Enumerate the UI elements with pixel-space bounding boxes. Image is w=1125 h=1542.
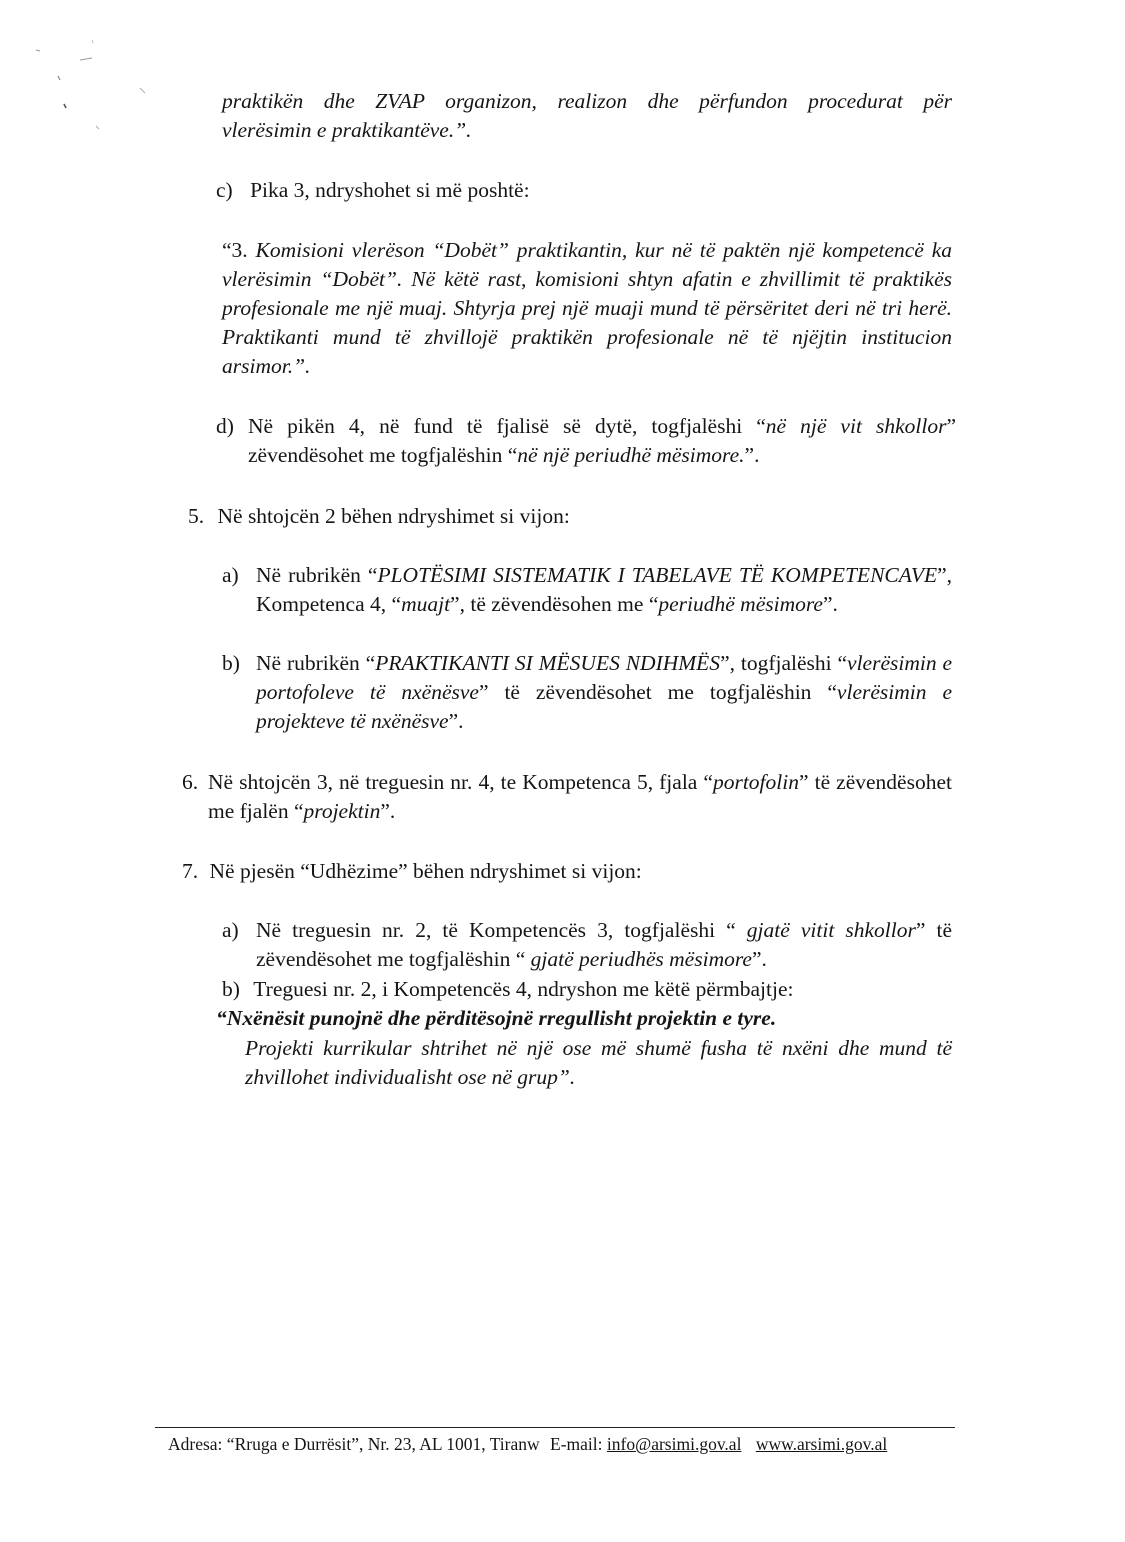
item-c-label: c) — [216, 178, 233, 202]
section-7-item-b-label: b) — [222, 977, 240, 1001]
s5a-text-3: ”, të zëvendësohen me “ — [450, 592, 659, 616]
s5a-text-1: Në rubrikën “ — [256, 563, 378, 587]
footer-website-link[interactable]: www.arsimi.gov.al — [755, 1434, 888, 1454]
section-7-item-b-text: Treguesi nr. 2, i Kompetencës 4, ndryshon me këtë përmbajtje: — [253, 977, 794, 1001]
s6-italic-2: projektin — [303, 799, 381, 823]
s5b-text-2: ”, togfjalëshi “ — [720, 651, 848, 675]
footer-email-link[interactable]: info@arsimi.gov.al — [606, 1434, 742, 1454]
intro-line-1: praktikën dhe ZVAP organizon, realizon dhe përfundon procedurat për — [222, 89, 952, 113]
section-5-item-a-label: a) — [222, 563, 239, 587]
item-d-italic-1: në një vit shkollor — [765, 414, 947, 438]
section-5-item-a-text — [256, 561, 952, 619]
section-5-item-b — [222, 649, 952, 736]
section-5-item-a — [222, 561, 952, 619]
s5a-italic-3: periudhë mësimore — [658, 592, 823, 616]
s7a-italic-2: gjatë periudhës mësimore — [530, 947, 752, 971]
s6-text-2: ” të zëvendësohet me fjalën “ — [208, 770, 952, 823]
s5a-text-4: ”. — [822, 592, 838, 616]
section-5-item-b-text — [256, 649, 952, 736]
item-d-text-3: ”. — [744, 443, 760, 467]
s6-text-3: ”. — [380, 799, 396, 823]
intro-paragraph — [222, 87, 952, 145]
section-7-item-a — [222, 916, 952, 974]
footer — [168, 1433, 887, 1455]
section-6 — [182, 768, 952, 826]
section-5-item-b-label: b) — [222, 651, 240, 675]
section-7-text: Në pjesën “Udhëzime” bëhen ndryshimet si vijon: — [209, 859, 642, 883]
item-c — [216, 176, 956, 205]
s7a-text-1: Në treguesin nr. 2, të Kompetencës 3, togfjalëshi “ — [256, 918, 747, 942]
s5b-text-4: ”. — [448, 709, 464, 733]
item-d-text — [248, 412, 956, 470]
s5b-text-3: ” të zëvendësohet me togfjalëshin “ — [478, 680, 837, 704]
scan-specks — [0, 0, 200, 200]
section-5-text: Në shtojcën 2 bëhen ndryshimet si vijon: — [217, 504, 570, 528]
s5b-italic-3: vlerësimin e projekteve të nxënësve — [256, 680, 952, 733]
s5a-text-2: ”, Kompetenca 4, “ — [256, 563, 953, 616]
item-d-text-1: Në pikën 4, në fund të fjalisë së dytë, togfjalëshi “ — [248, 414, 766, 438]
footer-divider — [155, 1427, 955, 1428]
s6-text-1: Në shtojcën 3, në treguesin nr. 4, te Kompetenca 5, fjala “ — [208, 770, 713, 794]
item-c-text: Pika 3, ndryshohet si më poshtë: — [250, 178, 530, 202]
footer-email-label: E-mail: — [550, 1434, 603, 1454]
s7a-text-3: ”. — [751, 947, 767, 971]
s7a-text-2: ” të zëvendësohet me togfjalëshin “ — [256, 918, 952, 971]
section-5-number: 5. — [188, 504, 205, 528]
s5b-italic-1: PRAKTIKANTI SI MËSUES NDIHMËS — [375, 651, 721, 675]
quote-point-3 — [222, 236, 952, 381]
section-6-number: 6. — [182, 770, 199, 794]
section-7-quote-bold: “Nxënësit punojnë dhe përditësojnë rregullisht projektin e tyre. — [216, 1006, 777, 1030]
section-7-item-a-label: a) — [222, 918, 239, 942]
section-7-quote-rest: Projekti kurrikular shtrihet në një ose më shumë fusha të nxëni dhe mund të zhvillohet individualisht ose në grup”. — [245, 1036, 952, 1089]
section-7-item-a-text — [256, 916, 952, 974]
s5a-italic-2: muajt — [401, 592, 451, 616]
s5b-italic-2: vlerësimin e portofoleve të nxënësve — [256, 651, 953, 704]
section-5-heading — [188, 502, 948, 531]
section-6-text — [208, 768, 952, 826]
item-d — [216, 412, 956, 470]
s5a-italic-1: PLOTËSIMI SISTEMATIK I TABELAVE TË KOMPETENCAVE — [377, 563, 938, 587]
item-d-text-2: ” zëvendësohet me togfjalëshin “ — [248, 414, 956, 467]
section-7-heading — [182, 857, 952, 886]
s5b-text-1: Në rubrikën “ — [256, 651, 376, 675]
quote-point-3-text: Komisioni vlerëson “Dobët” praktikantin, kur në të paktën një kompetencë ka vlerësimin “Dobët”. Në këtë rast, komisioni shtyn afatin e zhvillimit të praktikës profesionale me një muaj. Shtyrja prej një muaji mund të përsëritet deri në tri herë. Praktikanti mund të zhvillojë praktikën profesionale në të njëjtin institucion arsimor.”. — [222, 238, 952, 378]
section-7-number: 7. — [182, 859, 199, 883]
quote-point-3-open: “3. — [222, 238, 248, 262]
section-7-item-b — [222, 975, 962, 1004]
intro-line-2: vlerësimin e praktikantëve.”. — [222, 118, 472, 142]
item-d-italic-2: në një periudhë mësimore. — [517, 443, 745, 467]
s6-italic-1: portofolin — [712, 770, 799, 794]
footer-address: Adresa: “Rruga e Durrësit”, Nr. 23, AL 1001, Tiranw — [168, 1434, 540, 1454]
s7a-italic-1: gjatë vitit shkollor — [746, 918, 916, 942]
item-d-label: d) — [216, 414, 234, 438]
